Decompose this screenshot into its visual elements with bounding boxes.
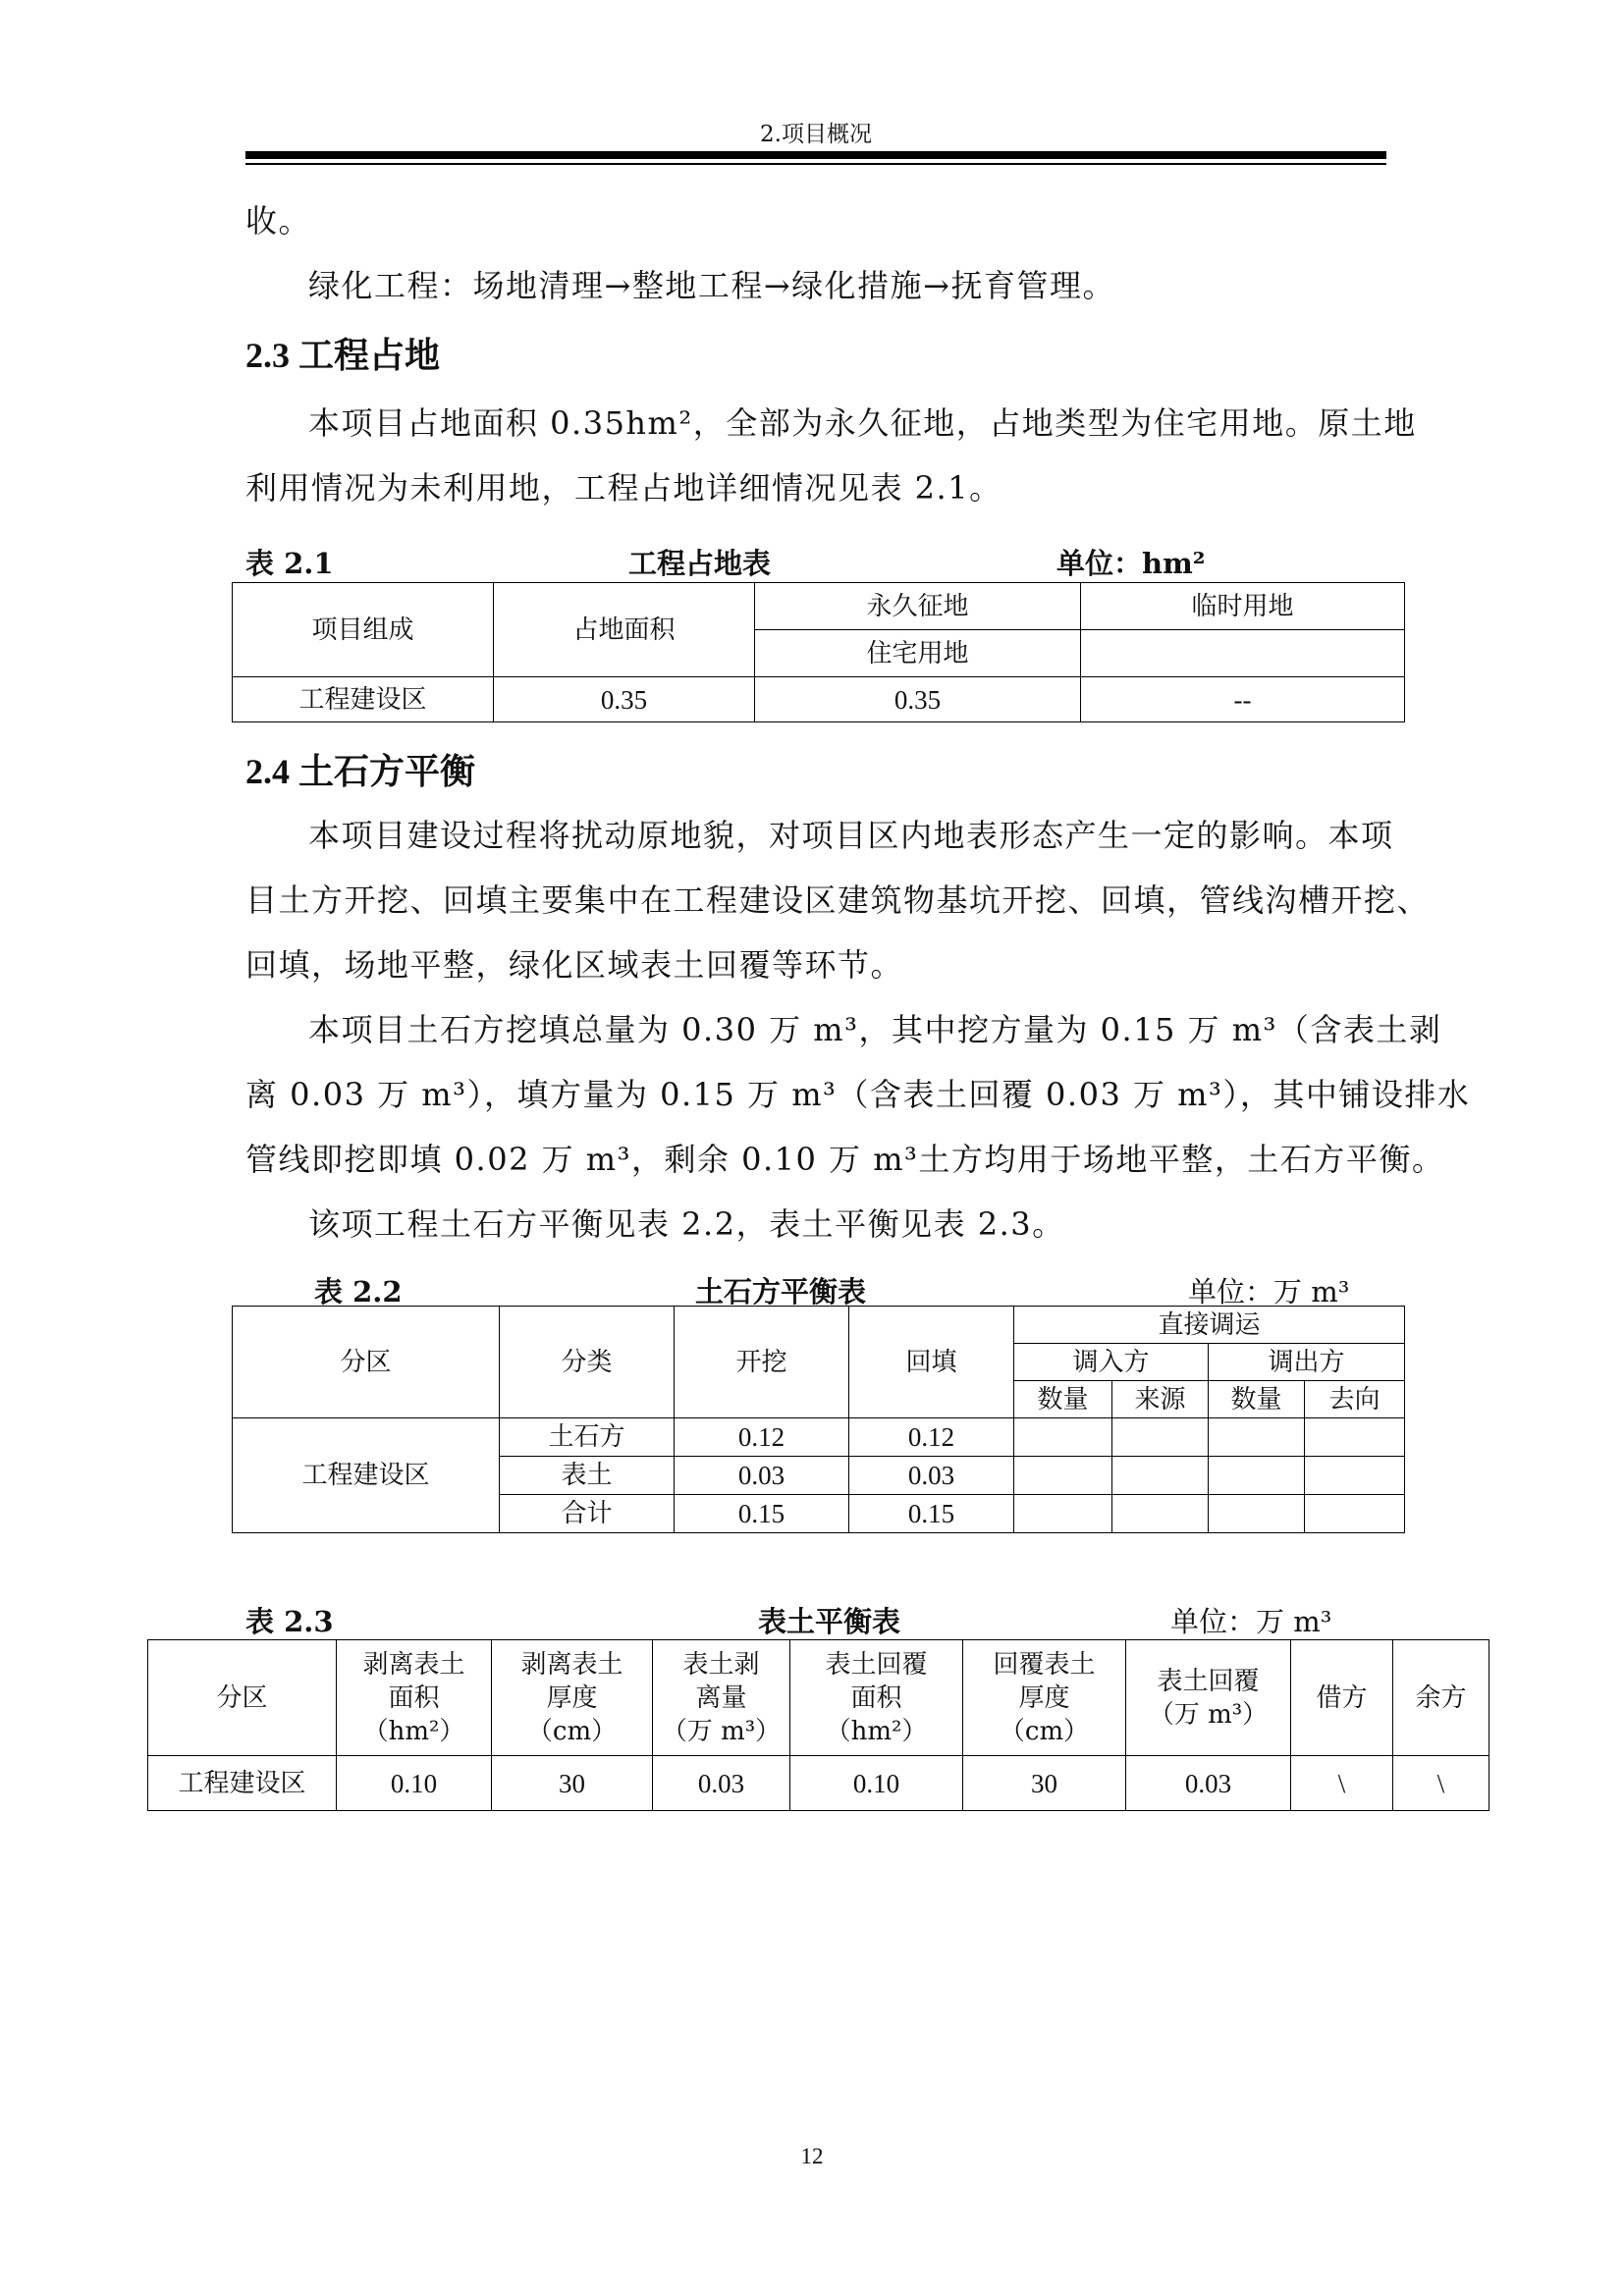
empty-cell (1081, 630, 1405, 677)
section-heading-2-4: 2.4 土石方平衡 (245, 752, 476, 791)
table-cell: 0.03 (1126, 1756, 1291, 1811)
paragraph-earthwork-line-1: 本项目建设过程将扰动原地貌，对项目区内地表形态产生一定的影响。本项 (308, 817, 1394, 854)
paragraph-earthwork-line-2: 目土方开挖、回填主要集中在工程建设区建筑物基坑开挖、回填，管线沟槽开挖、 (245, 881, 1431, 919)
table-cell: 0.15 (849, 1495, 1014, 1533)
land-use-table (232, 582, 1405, 722)
header-cell: 借方 (1291, 1640, 1393, 1756)
paragraph-earthwork-line-3: 回填，场地平整，绿化区域表土回覆等环节。 (245, 946, 904, 984)
table-2-3-caption (245, 1600, 1375, 1639)
header-cell: 临时用地 (1081, 583, 1405, 630)
empty-cell (1014, 1457, 1112, 1495)
empty-cell (1209, 1418, 1305, 1457)
empty-cell (1014, 1495, 1112, 1533)
table-cell: 0.12 (849, 1418, 1014, 1457)
table-cell: 0.03 (849, 1457, 1014, 1495)
empty-cell (1209, 1495, 1305, 1533)
table-unit: 单位：万 m³ (1170, 1605, 1332, 1638)
paragraph-greening-process: 绿化工程：场地清理→整地工程→绿化措施→抚育管理。 (308, 267, 1115, 304)
empty-cell (1305, 1495, 1405, 1533)
header-cell: 表土回覆 （万 m³） (1126, 1640, 1291, 1756)
empty-cell (1305, 1418, 1405, 1457)
header-cell: 占地面积 (494, 583, 755, 677)
table-cell: \ (1291, 1756, 1393, 1811)
header-cell: 余方 (1393, 1640, 1489, 1756)
empty-cell (1112, 1495, 1209, 1533)
table-number: 表 2.3 (245, 1605, 334, 1638)
header-rule (245, 151, 1386, 159)
header-cell: 分类 (500, 1307, 675, 1418)
table-cell: 0.10 (337, 1756, 492, 1811)
empty-cell (1014, 1418, 1112, 1457)
header-cell: 数量 (1014, 1381, 1112, 1418)
table-cell: 0.03 (675, 1457, 849, 1495)
paragraph-land-line-1: 本项目占地面积 0.35hm²，全部为永久征地，占地类型为住宅用地。原土地 (308, 404, 1417, 442)
table-cell: 土石方 (500, 1418, 675, 1457)
paragraph-volume-line-3: 管线即挖即填 0.02 万 m³，剩余 0.10 万 m³土方均用于场地平整，土石方平衡。 (245, 1141, 1445, 1178)
table-title: 工程占地表 (628, 547, 772, 580)
table-cell: 工程建设区 (233, 1418, 500, 1533)
paragraph-continuation: 收。 (245, 202, 312, 240)
table-row (148, 1756, 1489, 1811)
header-cell: 去向 (1305, 1381, 1405, 1418)
header-rule-thin (245, 163, 1386, 165)
table-cell: -- (1081, 677, 1405, 722)
table-cell: 30 (963, 1756, 1126, 1811)
table-cell: 0.35 (755, 677, 1081, 722)
empty-cell (1112, 1457, 1209, 1495)
table-2-2-caption (314, 1270, 1375, 1309)
header-cell: 住宅用地 (755, 630, 1081, 677)
table-cell: 合计 (500, 1495, 675, 1533)
empty-cell (1112, 1418, 1209, 1457)
header-cell: 调入方 (1014, 1344, 1209, 1381)
table-cell: \ (1393, 1756, 1489, 1811)
table-cell: 0.10 (790, 1756, 963, 1811)
table-cell: 0.12 (675, 1418, 849, 1457)
header-cell: 回覆表土 厚度 （cm） (963, 1640, 1126, 1756)
paragraph-land-line-2: 利用情况为未利用地，工程占地详细情况见表 2.1。 (245, 469, 1002, 507)
header-cell: 剥离表土 厚度 （cm） (492, 1640, 653, 1756)
topsoil-balance-table (147, 1639, 1489, 1811)
header-cell: 分区 (233, 1307, 500, 1418)
table-row (233, 1418, 1405, 1457)
table-cell: 工程建设区 (233, 677, 494, 722)
header-cell: 项目组成 (233, 583, 494, 677)
table-unit: 单位：万 m³ (1188, 1275, 1350, 1308)
empty-cell (1305, 1457, 1405, 1495)
header-cell: 直接调运 (1014, 1307, 1405, 1344)
paragraph-volume-line-1: 本项目土石方挖填总量为 0.30 万 m³，其中挖方量为 0.15 万 m³（含表土剥 (308, 1011, 1442, 1048)
header-cell: 分区 (148, 1640, 337, 1756)
paragraph-volume-line-2: 离 0.03 万 m³），填方量为 0.15 万 m³（含表土回覆 0.03 万 m³），其中铺设排水 (245, 1076, 1471, 1113)
header-cell: 回填 (849, 1307, 1014, 1418)
earthwork-balance-table (232, 1306, 1405, 1533)
header-cell: 剥离表土 面积 （hm²） (337, 1640, 492, 1756)
table-2-1-caption (245, 542, 1227, 581)
empty-cell (1209, 1457, 1305, 1495)
table-cell: 0.35 (494, 677, 755, 722)
paragraph-table-reference: 该项工程土石方平衡见表 2.2，表土平衡见表 2.3。 (308, 1205, 1065, 1243)
table-cell: 0.03 (653, 1756, 790, 1811)
table-cell: 30 (492, 1756, 653, 1811)
page-number: 12 (800, 2144, 824, 2168)
table-title: 表土平衡表 (758, 1605, 901, 1638)
table-unit: 单位：hm² (1056, 547, 1206, 580)
header-cell: 数量 (1209, 1381, 1305, 1418)
table-cell: 表土 (500, 1457, 675, 1495)
header-cell: 表土回覆 面积 （hm²） (790, 1640, 963, 1756)
header-cell: 开挖 (675, 1307, 849, 1418)
table-cell: 工程建设区 (148, 1756, 337, 1811)
table-title: 土石方平衡表 (695, 1275, 867, 1308)
header-cell: 来源 (1112, 1381, 1209, 1418)
section-heading-2-3: 2.3 工程占地 (245, 336, 441, 375)
table-number: 表 2.1 (245, 547, 334, 580)
header-cell: 表土剥 离量 （万 m³） (653, 1640, 790, 1756)
table-row (233, 677, 1405, 722)
table-number: 表 2.2 (314, 1275, 403, 1308)
header-cell: 调出方 (1209, 1344, 1405, 1381)
running-header: 2.项目概况 (760, 122, 872, 147)
table-cell: 0.15 (675, 1495, 849, 1533)
header-cell: 永久征地 (755, 583, 1081, 630)
